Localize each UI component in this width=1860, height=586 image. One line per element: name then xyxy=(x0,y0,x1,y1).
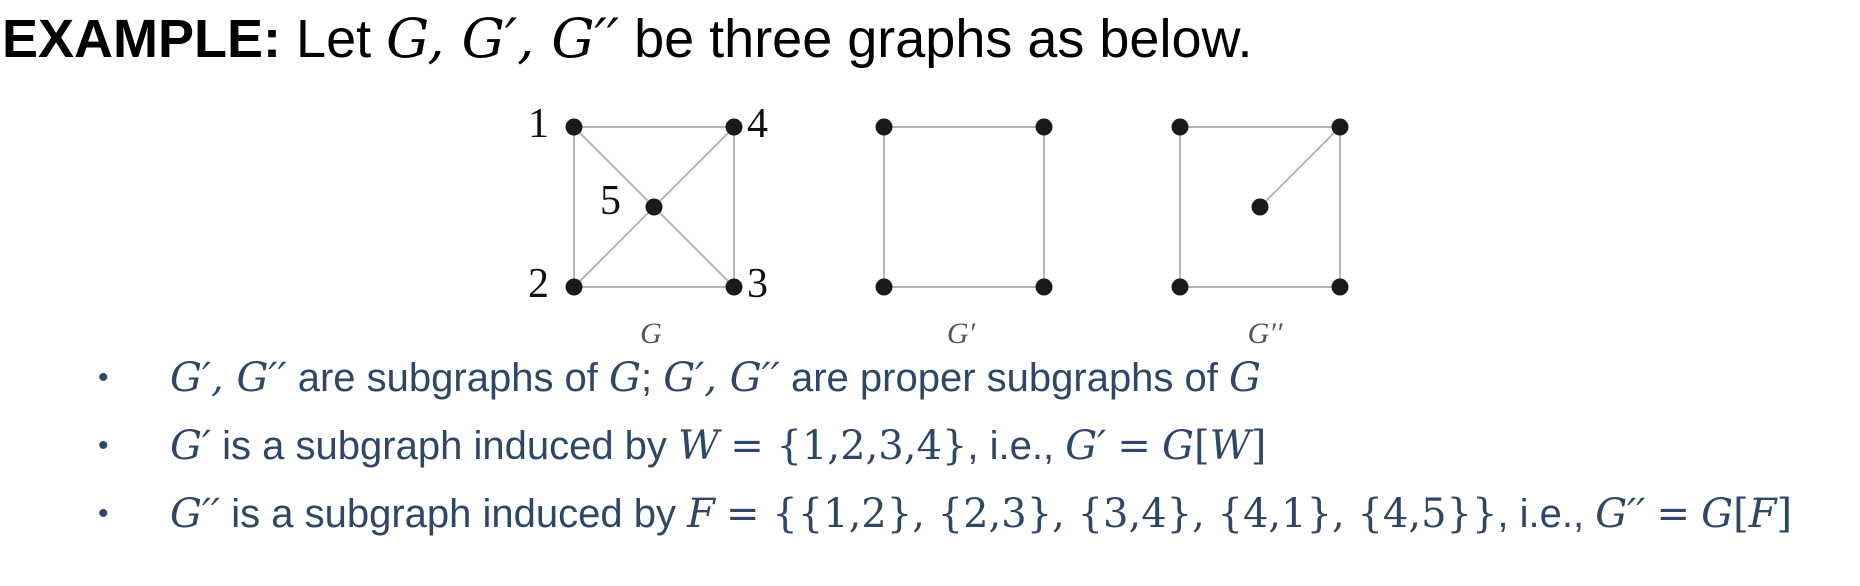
vertex-g-1 xyxy=(566,119,583,136)
text-ie: , i.e., xyxy=(1497,492,1585,536)
math-gpp-eq: G′′ xyxy=(1595,491,1646,537)
math-g-eq: G xyxy=(1162,423,1194,469)
vertex-gpp-5 xyxy=(1252,199,1269,216)
math-equals: = xyxy=(1656,491,1691,537)
math-gp-gpp: G′, G′′ xyxy=(170,355,287,401)
caption-g-double-prime: G′′ xyxy=(1247,317,1283,350)
vertex-label-3: 3 xyxy=(747,261,768,307)
bullet-dot: • xyxy=(98,361,109,394)
math-f-2: F xyxy=(1748,491,1777,537)
text-induced-by: is a subgraph induced by xyxy=(222,424,667,468)
math-w-2: W xyxy=(1209,423,1251,469)
bullet-text-3 xyxy=(170,484,1792,544)
math-gp: G′ xyxy=(170,423,212,469)
math-f-set: = {{1,2}, {2,3}, {3,4}, {4,1}, {4,5}} xyxy=(726,491,1498,537)
math-g: G xyxy=(609,355,641,401)
math-f: F xyxy=(687,491,715,537)
title-prefix: Let xyxy=(296,9,372,69)
vertex-label-4: 4 xyxy=(747,101,768,147)
vertex-label-2: 2 xyxy=(528,261,549,307)
vertex-label-5: 5 xyxy=(600,178,621,224)
title-graphs: G, G′, G′′ xyxy=(386,7,620,70)
math-w-set: = {1,2,3,4} xyxy=(730,423,968,469)
vertex-g-3 xyxy=(726,279,743,296)
text-induced-by: is a subgraph induced by xyxy=(231,492,676,536)
text-semicolon: ; xyxy=(641,356,653,400)
vertex-label-1: 1 xyxy=(528,101,549,147)
vertex-gpp-1 xyxy=(1172,119,1189,136)
vertex-g-4 xyxy=(726,119,743,136)
math-gpp: G′′ xyxy=(170,491,221,537)
math-gp-gpp-2: G′, G′′ xyxy=(663,355,780,401)
title-suffix: be three graphs as below. xyxy=(634,9,1253,69)
math-g-eq: G xyxy=(1701,491,1734,537)
math-w: W xyxy=(678,423,720,469)
vertex-gpp-4 xyxy=(1332,119,1349,136)
math-open-bracket: [ xyxy=(1733,491,1749,537)
caption-g-prime: G′ xyxy=(946,317,976,350)
text-are-subgraphs: are subgraphs of xyxy=(297,356,598,400)
math-close-bracket: ] xyxy=(1250,423,1267,469)
example-keyword: EXAMPLE: xyxy=(2,9,282,69)
bullet-dot: • xyxy=(98,497,109,530)
vertex-gpp-2 xyxy=(1172,279,1189,296)
vertex-gpp-3 xyxy=(1332,279,1349,296)
bullet-text-2 xyxy=(170,416,1266,476)
edge-gpp-4-5 xyxy=(1260,127,1340,207)
vertex-gp-3 xyxy=(1036,279,1053,296)
caption-g: G xyxy=(640,317,662,350)
vertex-gp-2 xyxy=(876,279,893,296)
vertex-g-2 xyxy=(566,279,583,296)
text-are-proper-subgraphs: are proper subgraphs of xyxy=(790,356,1218,400)
math-close-bracket: ] xyxy=(1776,491,1793,537)
math-g-2: G xyxy=(1229,355,1261,401)
graph-g-prime xyxy=(884,127,1044,287)
text-ie: , i.e., xyxy=(967,424,1055,468)
vertex-gp-4 xyxy=(1036,119,1053,136)
math-equals: = xyxy=(1117,423,1151,469)
math-gp-eq: G′ xyxy=(1065,423,1107,469)
bullet-text-1 xyxy=(170,348,1261,408)
math-open-bracket: [ xyxy=(1193,423,1210,469)
vertex-gp-1 xyxy=(876,119,893,136)
vertex-g-5 xyxy=(646,199,663,216)
bullet-dot: • xyxy=(98,429,109,462)
